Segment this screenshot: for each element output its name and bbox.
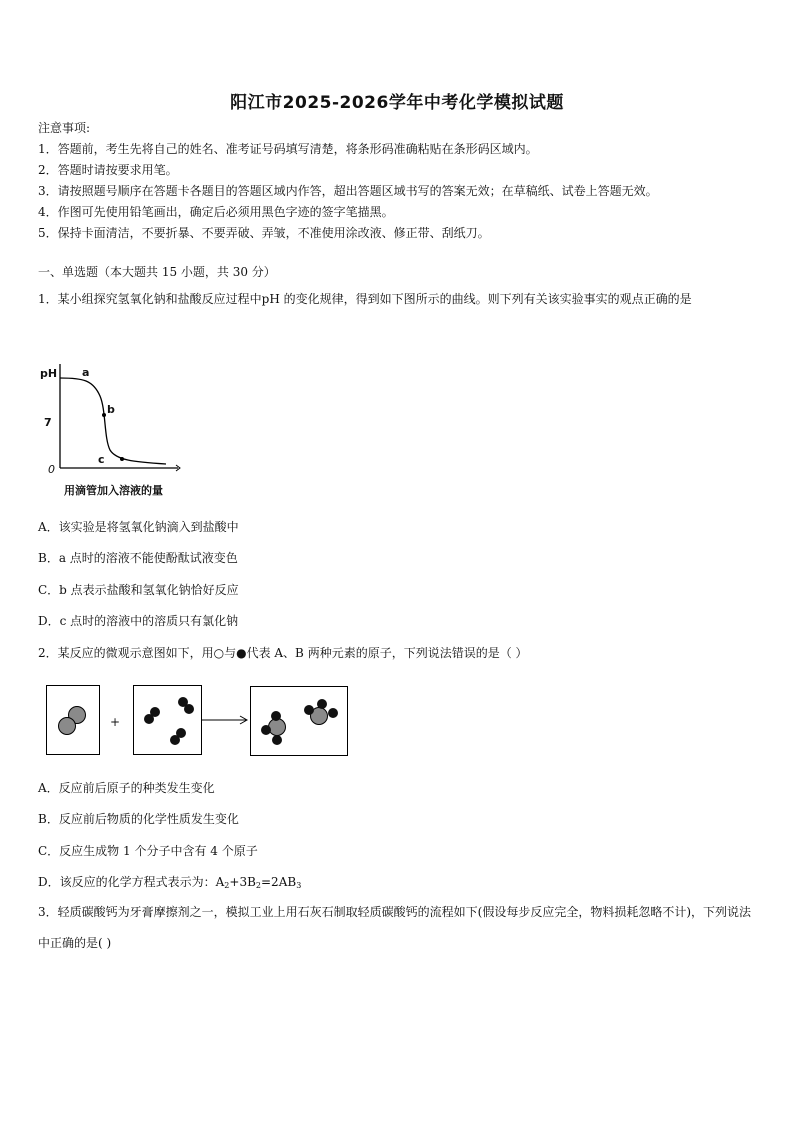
- ph-graph: [38, 358, 198, 503]
- question-2-stem: 2．某反应的微观示意图如下，用○与●代表 A、B 两种元素的原子，下列说法错误的是（ ）: [38, 646, 528, 660]
- point-c-marker: [120, 457, 124, 461]
- question-1-option-c: C．b 点表示盐酸和氢氧化钠恰好反应: [38, 583, 239, 597]
- product-box: [250, 686, 348, 756]
- question-2-option-b: B．反应前后物质的化学性质发生变化: [38, 812, 239, 826]
- question-2-option-d: [38, 874, 301, 894]
- x-axis-label: 用滴管加入溶液的量: [64, 484, 163, 497]
- chemical-equation: $A_2+3B_2=2AB_3$: [215, 875, 302, 890]
- question-2-option-c: C．反应生成物 1 个分子中含有 4 个原子: [38, 844, 258, 858]
- question-1-option-b: B．a 点时的溶液不能使酚酞试液变色: [38, 551, 238, 565]
- notice-item-2: 2．答题时请按要求用笔。: [38, 163, 178, 177]
- b-atom: [170, 735, 180, 745]
- notice-item-5: 5．保持卡面清洁，不要折暴、不要弄破、弄皱，不准使用涂改液、修正带、刮纸刀。: [38, 226, 490, 240]
- question-1-option-d: D．c 点时的溶液中的溶质只有氯化钠: [38, 614, 239, 628]
- point-a-label: a: [82, 366, 90, 379]
- b-atom: [271, 711, 281, 721]
- point-c-label: c: [98, 453, 105, 466]
- b-atom: [272, 735, 282, 745]
- a-atom: [58, 717, 76, 735]
- question-3-stem: 3．轻质碳酸钙为牙膏摩擦剂之一，模拟工业上用石灰石制取轻质碳酸钙的流程如下(假设每步反应完全，物料损耗忽略不计)，下列说法中正确的是( ): [38, 905, 752, 950]
- b-atom: [317, 699, 327, 709]
- b-atom: [304, 705, 314, 715]
- b-atom: [144, 714, 154, 724]
- origin-label: 0: [48, 463, 55, 476]
- plus-sign: +: [110, 715, 121, 729]
- y-axis-label: pH: [40, 367, 58, 380]
- option-d-prefix: D．该反应的化学方程式表示为：: [38, 875, 216, 889]
- page-title: 阳江市2025-2026学年中考化学模拟试题: [230, 93, 564, 113]
- question-1-stem: 1．某小组探究氢氧化钠和盐酸反应过程中pH 的变化规律，得到如下图所示的曲线。则下列有关该实验事实的观点正确的是: [38, 292, 692, 306]
- section-heading: 一、单选题（本大题共 15 小题，共 30 分）: [38, 265, 276, 279]
- y-tick-7: 7: [44, 416, 52, 429]
- notice-item-3: 3．请按照题号顺序在答题卡各题目的答题区域内作答，超出答题区域书写的答案无效；在草稿纸、试卷上答题无效。: [38, 184, 658, 198]
- b-atom: [184, 704, 194, 714]
- notice-item-4: 4．作图可先使用铅笔画出，确定后必须用黑色字迹的签字笔描黑。: [38, 205, 394, 219]
- point-b-label: b: [107, 403, 115, 416]
- b-atom: [328, 708, 338, 718]
- reactant-b-box: [133, 685, 202, 755]
- point-b-marker: [102, 413, 106, 417]
- ph-curve: [60, 378, 166, 464]
- reactant-a-box: [46, 685, 100, 755]
- question-1-option-a: A．该实验是将氢氧化钠滴入到盐酸中: [38, 520, 239, 534]
- b-atom: [261, 725, 271, 735]
- notice-heading: 注意事项:: [38, 121, 91, 135]
- reaction-arrow: [202, 714, 250, 726]
- question-2-option-a: A．反应前后原子的种类发生变化: [38, 781, 215, 795]
- notice-item-1: 1．答题前，考生先将自己的姓名、准考证号码填写清楚，将条形码准确粘贴在条形码区域内。: [38, 142, 538, 156]
